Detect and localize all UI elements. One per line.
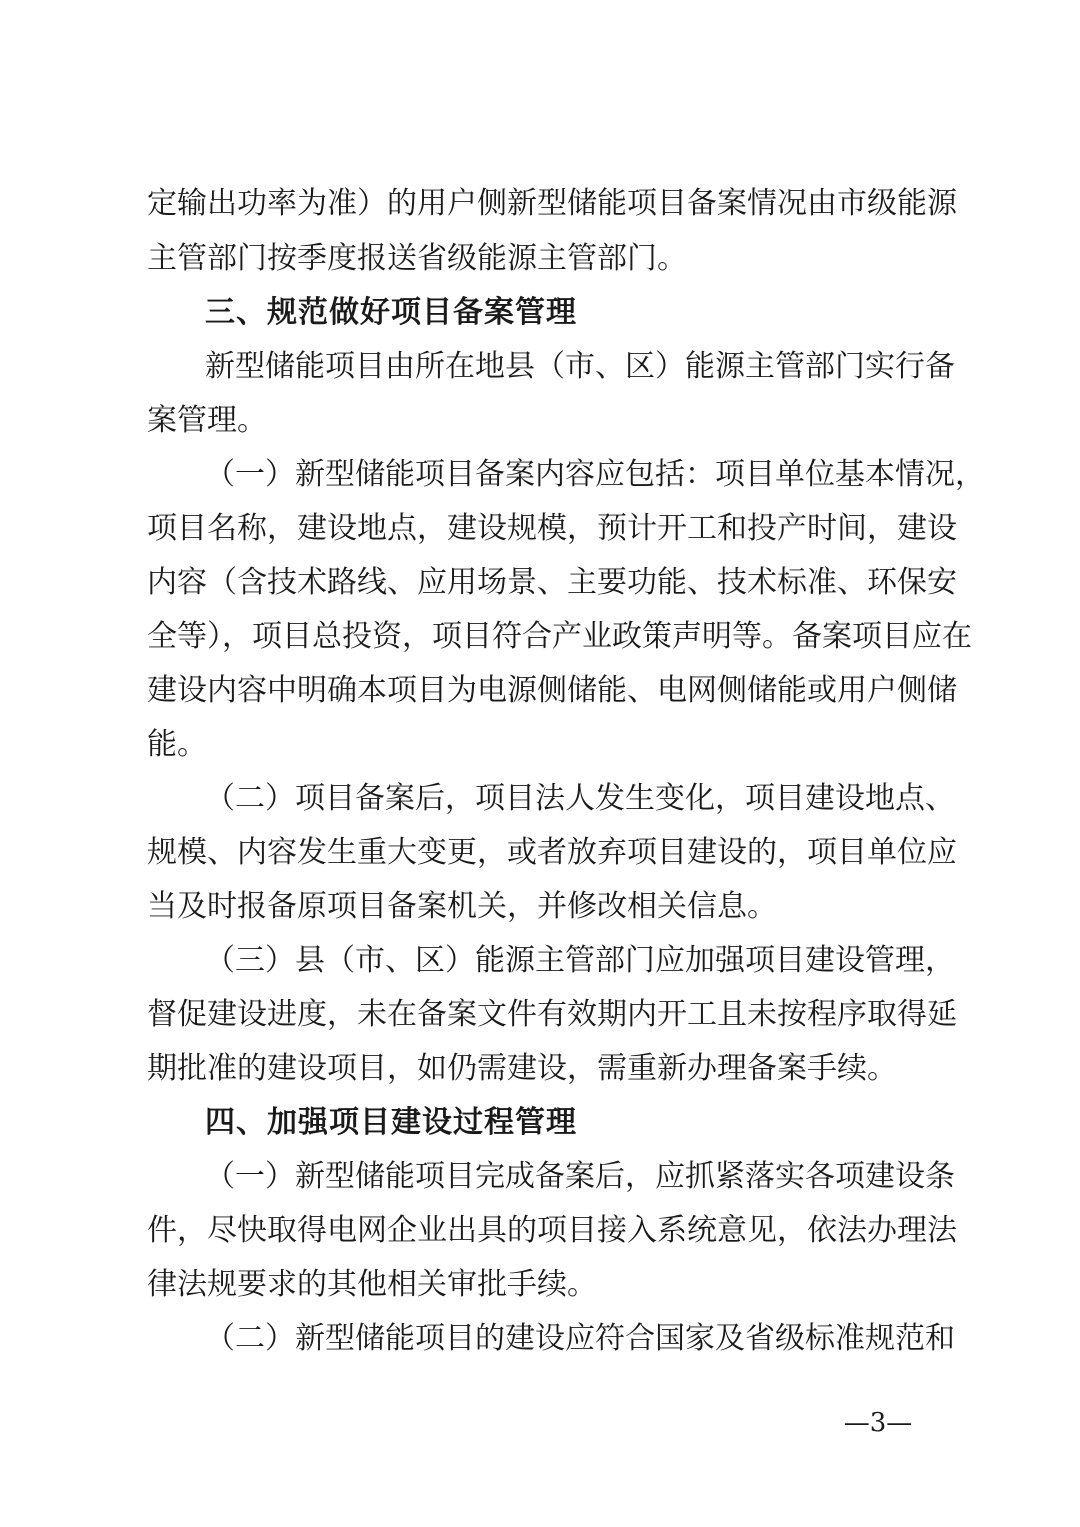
body-text-line: 全等），项目总投资，项目符合产业政策声明等。备案项目应在 bbox=[147, 619, 972, 654]
body-text-line: 件，尽快取得电网企业出具的项目接入系统意见，依法办理法 bbox=[147, 1213, 957, 1248]
body-text-line: 项目名称，建设地点，建设规模，预计开工和投产时间，建设 bbox=[147, 511, 957, 546]
body-text-line: 督促建设进度，未在备案文件有效期内开工且未按程序取得延 bbox=[147, 997, 957, 1032]
body-text-line: 期批准的建设项目，如仍需建设，需重新办理备案手续。 bbox=[147, 1051, 897, 1086]
section-heading: 四、加强项目建设过程管理 bbox=[205, 1105, 577, 1140]
body-text-line: 规模、内容发生重大变更，或者放弃项目建设的，项目单位应 bbox=[147, 835, 957, 870]
section-heading: 三、规范做好项目备案管理 bbox=[205, 295, 577, 330]
body-text-line: （二）新型储能项目的建设应符合国家及省级标准规范和 bbox=[205, 1321, 955, 1356]
body-text-line: 当及时报备原项目备案机关，并修改相关信息。 bbox=[147, 889, 777, 924]
body-text-line: 建设内容中明确本项目为电源侧储能、电网侧储能或用户侧储 bbox=[147, 673, 957, 708]
body-text-line: （二）项目备案后，项目法人发生变化，项目建设地点、 bbox=[205, 781, 955, 816]
body-text-line: 案管理。 bbox=[147, 403, 267, 438]
body-text-line: 能。 bbox=[147, 727, 207, 762]
body-text-line: 律法规要求的其他相关审批手续。 bbox=[147, 1267, 597, 1302]
body-text-line: 主管部门按季度报送省级能源主管部门。 bbox=[147, 241, 687, 276]
body-text-line: 定输出功率为准）的用户侧新型储能项目备案情况由市级能源 bbox=[147, 186, 957, 221]
body-text-line: （一）新型储能项目备案内容应包括：项目单位基本情况， bbox=[205, 457, 985, 492]
page-number: —3— bbox=[843, 1408, 913, 1438]
body-text-line: （三）县（市、区）能源主管部门应加强项目建设管理， bbox=[205, 943, 955, 978]
body-text-line: 新型储能项目由所在地县（市、区）能源主管部门实行备 bbox=[205, 349, 955, 384]
body-text-line: 内容（含技术路线、应用场景、主要功能、技术标准、环保安 bbox=[147, 565, 957, 600]
body-text-line: （一）新型储能项目完成备案后，应抓紧落实各项建设条 bbox=[205, 1159, 955, 1194]
